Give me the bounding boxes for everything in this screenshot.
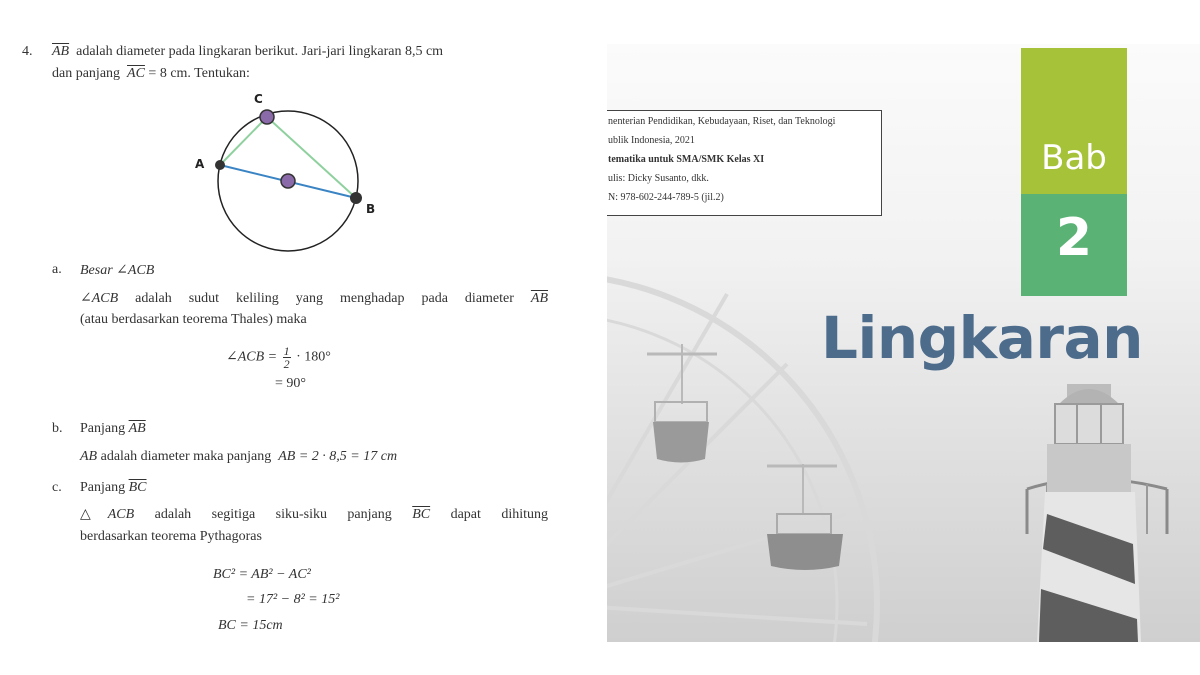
label-a: A (195, 157, 205, 171)
part-c-text-1a: adalah segitiga siku-siku panjang (154, 507, 392, 522)
bab-label: Bab (1041, 138, 1107, 178)
part-a-line-1 (80, 290, 548, 307)
info-book-title: tematika untuk SMA/SMK Kelas XI (608, 154, 765, 165)
part-c-heading-text: Panjang (80, 480, 126, 495)
part-a-eq1-rhs: · 180° (296, 349, 331, 365)
part-a-text-1: adalah sudut keliling yang menghadap pada diameter (135, 291, 514, 306)
point-c (260, 110, 274, 124)
part-c-letter: c. (52, 480, 62, 495)
fraction-numerator: 1 (283, 344, 290, 358)
problem-line-1 (52, 44, 443, 60)
point-b (350, 192, 362, 204)
segment-ab: $\overline{AB}$ (52, 44, 70, 59)
part-c-equation-1: BC² = AB² − AC² (213, 567, 311, 582)
chapter-number-block (1021, 194, 1127, 296)
info-author: ulis: Dicky Susanto, dkk. (608, 173, 709, 184)
publication-info-box (607, 110, 882, 216)
fraction-denominator: 2 (283, 357, 290, 371)
info-country-line: ublik Indonesia, 2021 (608, 135, 695, 146)
fraction-half (283, 345, 291, 370)
problem-line-2-end: = 8 cm. Tentukan: (148, 66, 250, 81)
chapter-title: Lingkaran (821, 304, 1143, 372)
segment-ac-line (220, 117, 267, 165)
point-a (215, 160, 225, 170)
problem-line-2-start: dan panjang (52, 66, 121, 81)
info-publisher-line: nenterian Pendidikan, Kebudayaan, Riset, dan Teknologi (608, 116, 836, 127)
problem-line-1-text: adalah diameter pada lingkaran berikut. Jari-jari lingkaran 8,5 cm (76, 44, 444, 59)
label-b: B (366, 202, 376, 216)
part-b-text: adalah diameter maka panjang (100, 449, 272, 464)
part-c-line-2: berdasarkan teorema Pythagoras (80, 529, 262, 544)
part-c-segment: $\overline{BC}$ (128, 480, 147, 495)
segment-cb-line (267, 117, 356, 198)
part-c-segment-2: $\overline{BC}$ (412, 507, 431, 522)
part-a-equation-1 (226, 345, 331, 370)
problem-line-2 (52, 66, 250, 82)
part-a-heading: Besar ∠ACB (80, 263, 155, 278)
label-c: C (254, 92, 263, 106)
part-c-triangle: △ACB (80, 507, 135, 522)
part-b-letter: b. (52, 421, 63, 436)
info-isbn: N: 978-602-244-789-5 (jil.2) (608, 192, 724, 203)
part-b-segment: $\overline{AB}$ (128, 421, 146, 436)
part-b-heading (80, 421, 146, 437)
part-a-eq1-lhs: ∠ACB = (226, 349, 278, 365)
part-c-equation-3: BC = 15cm (218, 618, 283, 633)
center-point (281, 174, 295, 188)
part-a-angle: ∠ACB (80, 291, 119, 306)
part-c-line-1 (80, 506, 548, 523)
gondola-icon-2 (767, 464, 843, 570)
bab-block (1021, 48, 1127, 194)
part-a-line-2: (atau berdasarkan teorema Thales) maka (80, 312, 307, 327)
part-a-equation-2: = 90° (275, 376, 306, 391)
chapter-number: 2 (1055, 208, 1093, 268)
lighthouse-icon (1027, 384, 1167, 642)
part-a-letter: a. (52, 262, 62, 277)
problem-number: 4. (22, 44, 33, 59)
part-b-line (80, 449, 397, 465)
part-b-equation: AB = 2 · 8,5 = 17 cm (278, 449, 398, 464)
part-c-text-1b: dapat dihitung (450, 507, 549, 522)
part-c-heading (80, 480, 147, 496)
circle-diagram (180, 85, 400, 260)
part-a-segment: $\overline{AB}$ (530, 291, 549, 306)
book-cover (607, 44, 1200, 642)
part-b-var: AB (80, 449, 98, 464)
part-c-equation-2: = 17² − 8² = 15² (246, 592, 340, 607)
segment-ac: $\overline{AC}$ (127, 66, 145, 81)
part-b-heading-text: Panjang (80, 421, 126, 436)
